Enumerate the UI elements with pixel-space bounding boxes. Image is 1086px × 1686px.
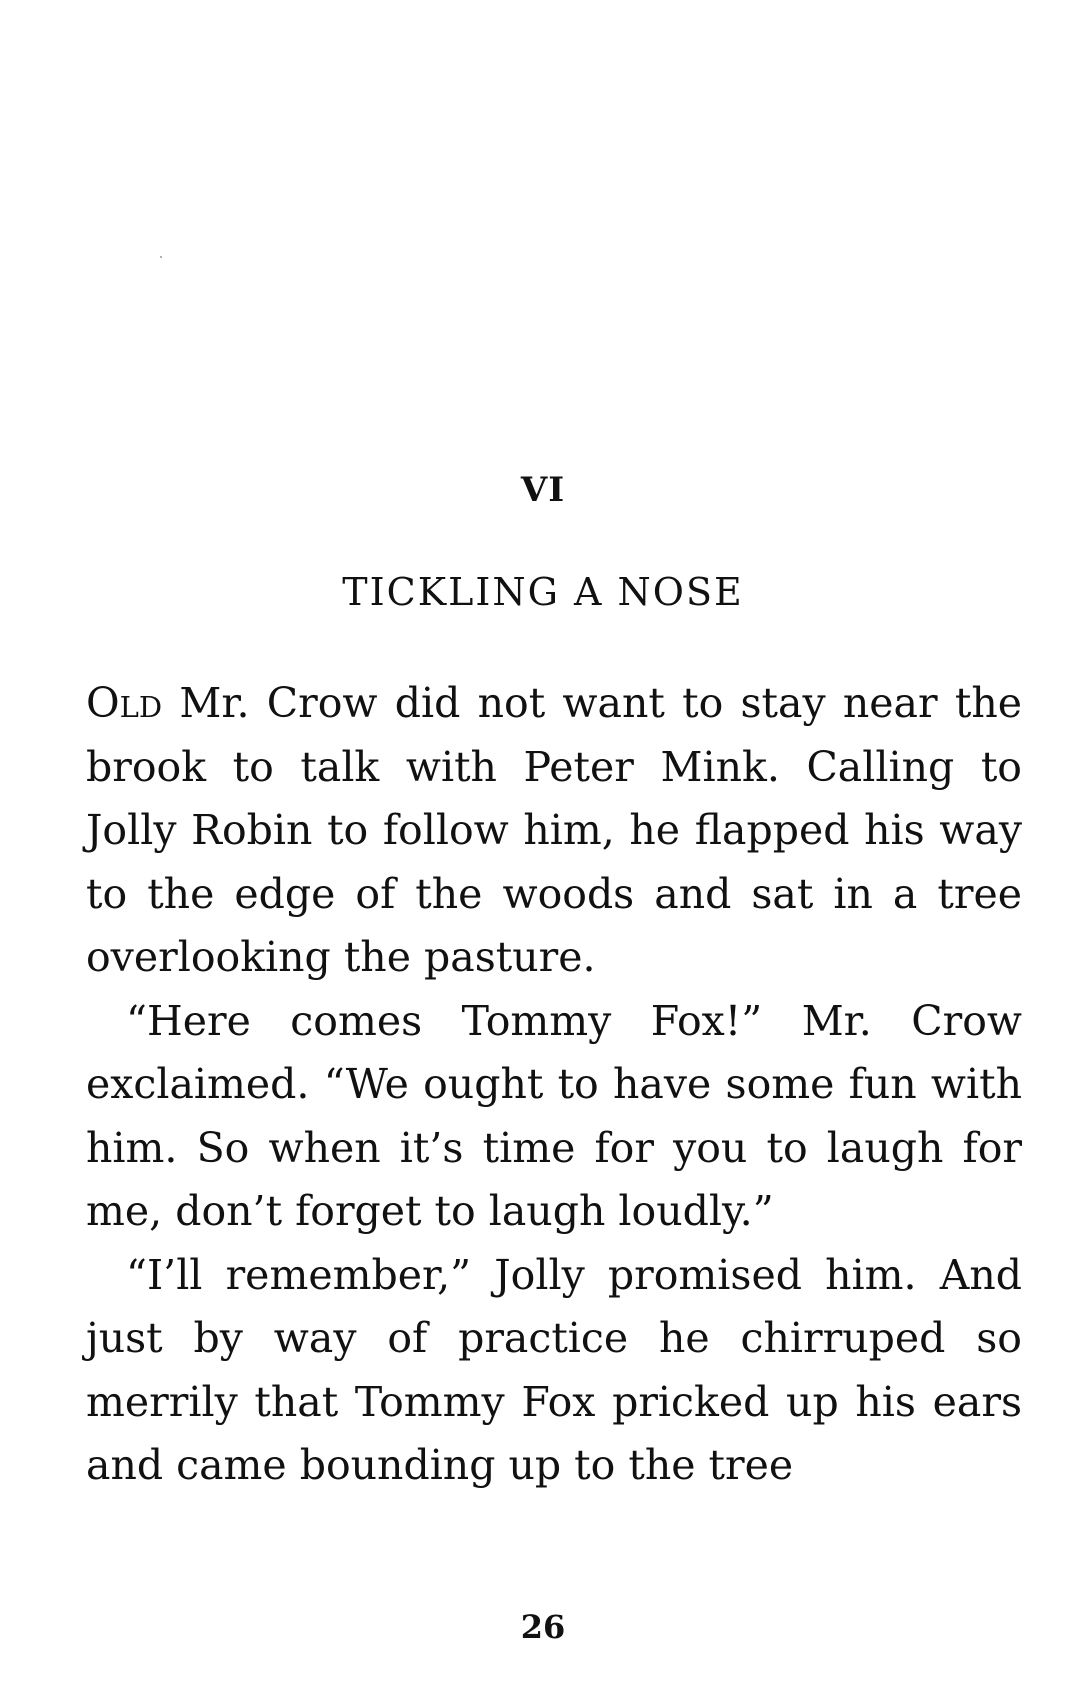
paragraph: “I’ll remember,” Jolly promised him. And just by way of practice he chirruped so merrily that Tommy Fox pricked up his ears and came bounding up to the tree <box>86 1250 1022 1489</box>
chapter-title: TICKLING A NOSE <box>342 570 744 614</box>
paragraph: “Here comes Tommy Fox!” Mr. Crow exclaimed. “We ought to have some fun with him. So when it’s time for you to laugh for me, don’t forget to laugh loudly.” <box>86 996 1022 1235</box>
page-number: 26 <box>520 1608 566 1646</box>
chapter-body <box>86 672 1022 1498</box>
chapter-number: VI <box>520 470 566 510</box>
paragraph <box>86 672 1022 990</box>
paragraph-text: Mr. Crow did not want to stay near the brook to talk with Peter Mink. Calling to Jolly Robin to follow him, he flapped his way to the edge of the woods and sat in a tree overlooking the pasture. <box>86 679 1022 981</box>
lead-word: Old <box>86 679 163 727</box>
page-speck <box>160 256 162 258</box>
